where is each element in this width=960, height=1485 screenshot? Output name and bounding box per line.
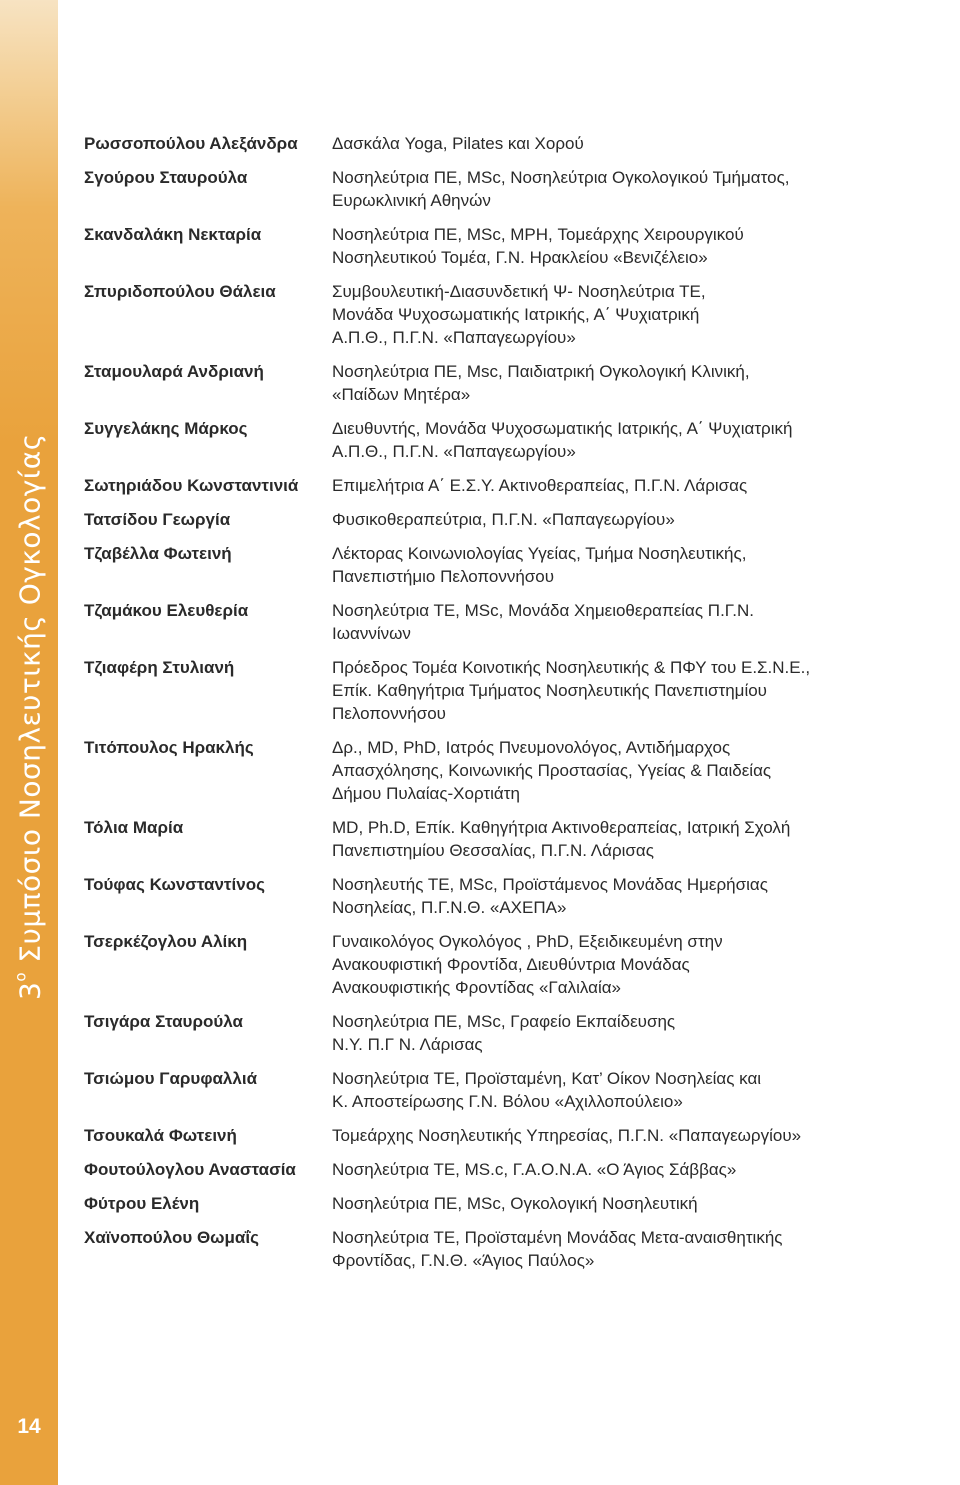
speaker-entry <box>0 816 960 862</box>
speaker-entry <box>0 417 960 463</box>
affiliation-line: Επιμελήτρια Α΄ Ε.Σ.Υ. Ακτινοθεραπείας, Π.Γ.Ν. Λάρισας <box>332 476 748 495</box>
speaker-entry <box>0 223 960 269</box>
speaker-name: Τσιγάρα Σταυρούλα <box>84 1012 243 1031</box>
speaker-name: Φουτούλογλου Αναστασία <box>84 1160 296 1179</box>
affiliation-line: Γυναικολόγος Ογκολόγος , PhD, Εξειδικευμένη στην <box>332 932 723 951</box>
affiliation-line: Πελοποννήσου <box>332 704 446 723</box>
affiliation-line: Ν.Υ. Π.Γ Ν. Λάρισας <box>332 1035 483 1054</box>
speaker-affiliation <box>332 166 852 212</box>
speaker-entry <box>0 930 960 999</box>
speaker-entry <box>0 280 960 349</box>
speaker-affiliation <box>332 1158 852 1181</box>
speaker-name: Σκανδαλάκη Νεκταρία <box>84 225 262 244</box>
affiliation-line: Φυσικοθεραπεύτρια, Π.Γ.Ν. «Παπαγεωργίου» <box>332 510 675 529</box>
affiliation-line: Ευρωκλινική Αθηνών <box>332 191 491 210</box>
speaker-entry <box>0 1067 960 1113</box>
speaker-entry <box>0 599 960 645</box>
speaker-affiliation <box>332 542 852 588</box>
speaker-affiliation <box>332 873 852 919</box>
affiliation-line: Νοσηλεύτρια ΠΕ, MSc, Γραφείο Εκπαίδευσης <box>332 1012 676 1031</box>
affiliation-line: Νοσηλεύτρια ΤΕ, MSc, Μονάδα Χημειοθεραπείας Π.Γ.Ν. <box>332 601 755 620</box>
affiliation-line: Νοσηλευτής ΤΕ, MSc, Προϊστάμενος Μονάδας Ημερήσιας <box>332 875 768 894</box>
speaker-name: Σωτηριάδου Κωνσταντινιά <box>84 476 299 495</box>
speaker-name: Σταμουλαρά Ανδριανή <box>84 362 264 381</box>
affiliation-line: Α.Π.Θ., Π.Γ.Ν. «Παπαγεωργίου» <box>332 328 576 347</box>
affiliation-line: Φροντίδας, Γ.Ν.Θ. «Άγιος Παύλος» <box>332 1251 595 1270</box>
page-number: 14 <box>17 1415 41 1438</box>
affiliation-line: Ανακουφιστική Φροντίδα, Διευθύντρια Μονάδας <box>332 955 690 974</box>
speaker-affiliation <box>332 223 852 269</box>
speaker-affiliation <box>332 474 852 497</box>
symposium-ordinal: 3 <box>13 981 47 1000</box>
affiliation-line: Τομεάρχης Νοσηλευτικής Υπηρεσίας, Π.Γ.Ν. «Παπαγεωργίου» <box>332 1126 802 1145</box>
speaker-entry <box>0 360 960 406</box>
affiliation-line: «Παίδων Μητέρα» <box>332 385 471 404</box>
affiliation-line: Πανεπιστημίου Θεσσαλίας, Π.Γ.Ν. Λάρισας <box>332 841 654 860</box>
speaker-name: Τζαβέλλα Φωτεινή <box>84 544 232 563</box>
symposium-ordinal-suffix: ο <box>11 971 30 982</box>
speaker-entry <box>0 736 960 805</box>
speaker-name: Σπυριδοπούλου Θάλεια <box>84 282 276 301</box>
speaker-name: Συγγελάκης Μάρκος <box>84 419 248 438</box>
affiliation-line: Λέκτορας Κοινωνιολογίας Υγείας, Τμήμα Νοσηλευτικής, <box>332 544 747 563</box>
speaker-entry <box>0 132 960 155</box>
speaker-name: Τούφας Κωνσταντίνος <box>84 875 265 894</box>
affiliation-line: Νοσηλείας, Π.Γ.Ν.Θ. «ΑΧΕΠΑ» <box>332 898 567 917</box>
speaker-affiliation <box>332 280 852 349</box>
speaker-affiliation <box>332 1010 852 1056</box>
speaker-name: Τσουκαλά Φωτεινή <box>84 1126 237 1145</box>
affiliation-line: Πρόεδρος Τομέα Κοινοτικής Νοσηλευτικής & ΠΦΥ του Ε.Σ.Ν.Ε., <box>332 658 811 677</box>
affiliation-line: Νοσηλεύτρια ΠΕ, MSc, MPH, Τομεάρχης Χειρουργικού <box>332 225 744 244</box>
page-number-box <box>0 1402 58 1452</box>
speaker-entry <box>0 1124 960 1147</box>
speaker-list <box>0 132 960 1272</box>
speaker-name: Σγούρου Σταυρούλα <box>84 168 248 187</box>
speaker-entry <box>0 656 960 725</box>
speaker-affiliation <box>332 1124 852 1147</box>
affiliation-line: Νοσηλεύτρια ΤΕ, Προϊσταμένη, Κατ’ Οίκον Νοσηλείας και <box>332 1069 762 1088</box>
affiliation-line: Συμβουλευτική-Διασυνδετική Ψ- Νοσηλεύτρια ΤΕ, <box>332 282 706 301</box>
speaker-affiliation <box>332 656 852 725</box>
speaker-name: Τατσίδου Γεωργία <box>84 510 231 529</box>
affiliation-line: Επίκ. Καθηγήτρια Τμήματος Νοσηλευτικής Πανεπιστημίου <box>332 681 767 700</box>
affiliation-line: Διευθυντής, Μονάδα Ψυχοσωματικής Ιατρικής, Α΄ Ψυχιατρική <box>332 419 793 438</box>
speaker-affiliation <box>332 508 852 531</box>
symposium-title-text: Συμπόσιο Νοσηλευτικής Ογκολογίας <box>13 433 47 963</box>
speaker-entry <box>0 1158 960 1181</box>
affiliation-line: Νοσηλεύτρια ΤΕ, MS.c, Γ.Α.Ο.Ν.Α. «Ο Άγιος Σάββας» <box>332 1160 737 1179</box>
affiliation-line: Νοσηλευτικού Τομέα, Γ.Ν. Ηρακλείου «Βενιζέλειο» <box>332 248 708 267</box>
speaker-entry <box>0 166 960 212</box>
speaker-entry <box>0 474 960 497</box>
affiliation-line: Νοσηλεύτρια ΠΕ, Msc, Παιδιατρική Ογκολογική Κλινική, <box>332 362 750 381</box>
speaker-affiliation <box>332 360 852 406</box>
speaker-affiliation <box>332 1226 852 1272</box>
affiliation-line: Νοσηλεύτρια ΤΕ, Προϊσταμένη Μονάδας Μετα-αναισθητικής <box>332 1228 783 1247</box>
speaker-entry <box>0 1192 960 1215</box>
affiliation-line: MD, Ph.D, Επίκ. Καθηγήτρια Ακτινοθεραπείας, Ιατρική Σχολή <box>332 818 791 837</box>
speaker-entry <box>0 1226 960 1272</box>
affiliation-line: Απασχόλησης, Κοινωνικής Προστασίας, Υγείας & Παιδείας <box>332 761 772 780</box>
speaker-affiliation <box>332 930 852 999</box>
speaker-affiliation <box>332 816 852 862</box>
affiliation-line: Νοσηλεύτρια ΠΕ, MSc, Ογκολογική Νοσηλευτική <box>332 1194 698 1213</box>
speaker-entry <box>0 1010 960 1056</box>
affiliation-line: Δρ., MD, PhD, Ιατρός Πνευμονολόγος, Αντιδήμαρχος <box>332 738 731 757</box>
speaker-name: Ρωσσοπούλου Αλεξάνδρα <box>84 134 298 153</box>
affiliation-line: Νοσηλεύτρια ΠΕ, MSc, Νοσηλεύτρια Ογκολογικού Τμήματος, <box>332 168 790 187</box>
speaker-affiliation <box>332 417 852 463</box>
speaker-entry <box>0 542 960 588</box>
affiliation-line: Κ. Αποστείρωσης Γ.Ν. Βόλου «Αχιλλοπούλειο» <box>332 1092 683 1111</box>
speaker-name: Τζαμάκου Ελευθερία <box>84 601 249 620</box>
speaker-entry <box>0 873 960 919</box>
speaker-name: Τζιαφέρη Στυλιανή <box>84 658 235 677</box>
affiliation-line: Ιωαννίνων <box>332 624 411 643</box>
speaker-affiliation <box>332 736 852 805</box>
affiliation-line: Ανακουφιστικής Φροντίδας «Γαλιλαία» <box>332 978 621 997</box>
speaker-name: Τσερκέζογλου Αλίκη <box>84 932 248 951</box>
speaker-affiliation <box>332 132 852 155</box>
affiliation-line: Δασκάλα Yoga, Pilates και Χορού <box>332 134 584 153</box>
affiliation-line: Α.Π.Θ., Π.Γ.Ν. «Παπαγεωργίου» <box>332 442 576 461</box>
affiliation-line: Δήμου Πυλαίας-Χορτιάτη <box>332 784 520 803</box>
speaker-affiliation <box>332 1192 852 1215</box>
speaker-affiliation <box>332 599 852 645</box>
speaker-affiliation <box>332 1067 852 1113</box>
speaker-name: Φύτρου Ελένη <box>84 1194 200 1213</box>
speaker-entry <box>0 508 960 531</box>
speaker-name: Τόλια Μαρία <box>84 818 184 837</box>
speaker-name: Τσιώμου Γαρυφαλλιά <box>84 1069 258 1088</box>
speaker-name: Τιτόπουλος Ηρακλής <box>84 738 254 757</box>
speaker-name: Χαϊνοπούλου Θωμαΐς <box>84 1228 259 1247</box>
affiliation-line: Πανεπιστήμιο Πελοποννήσου <box>332 567 555 586</box>
affiliation-line: Μονάδα Ψυχοσωματικής Ιατρικής, Α΄ Ψυχιατρική <box>332 305 700 324</box>
